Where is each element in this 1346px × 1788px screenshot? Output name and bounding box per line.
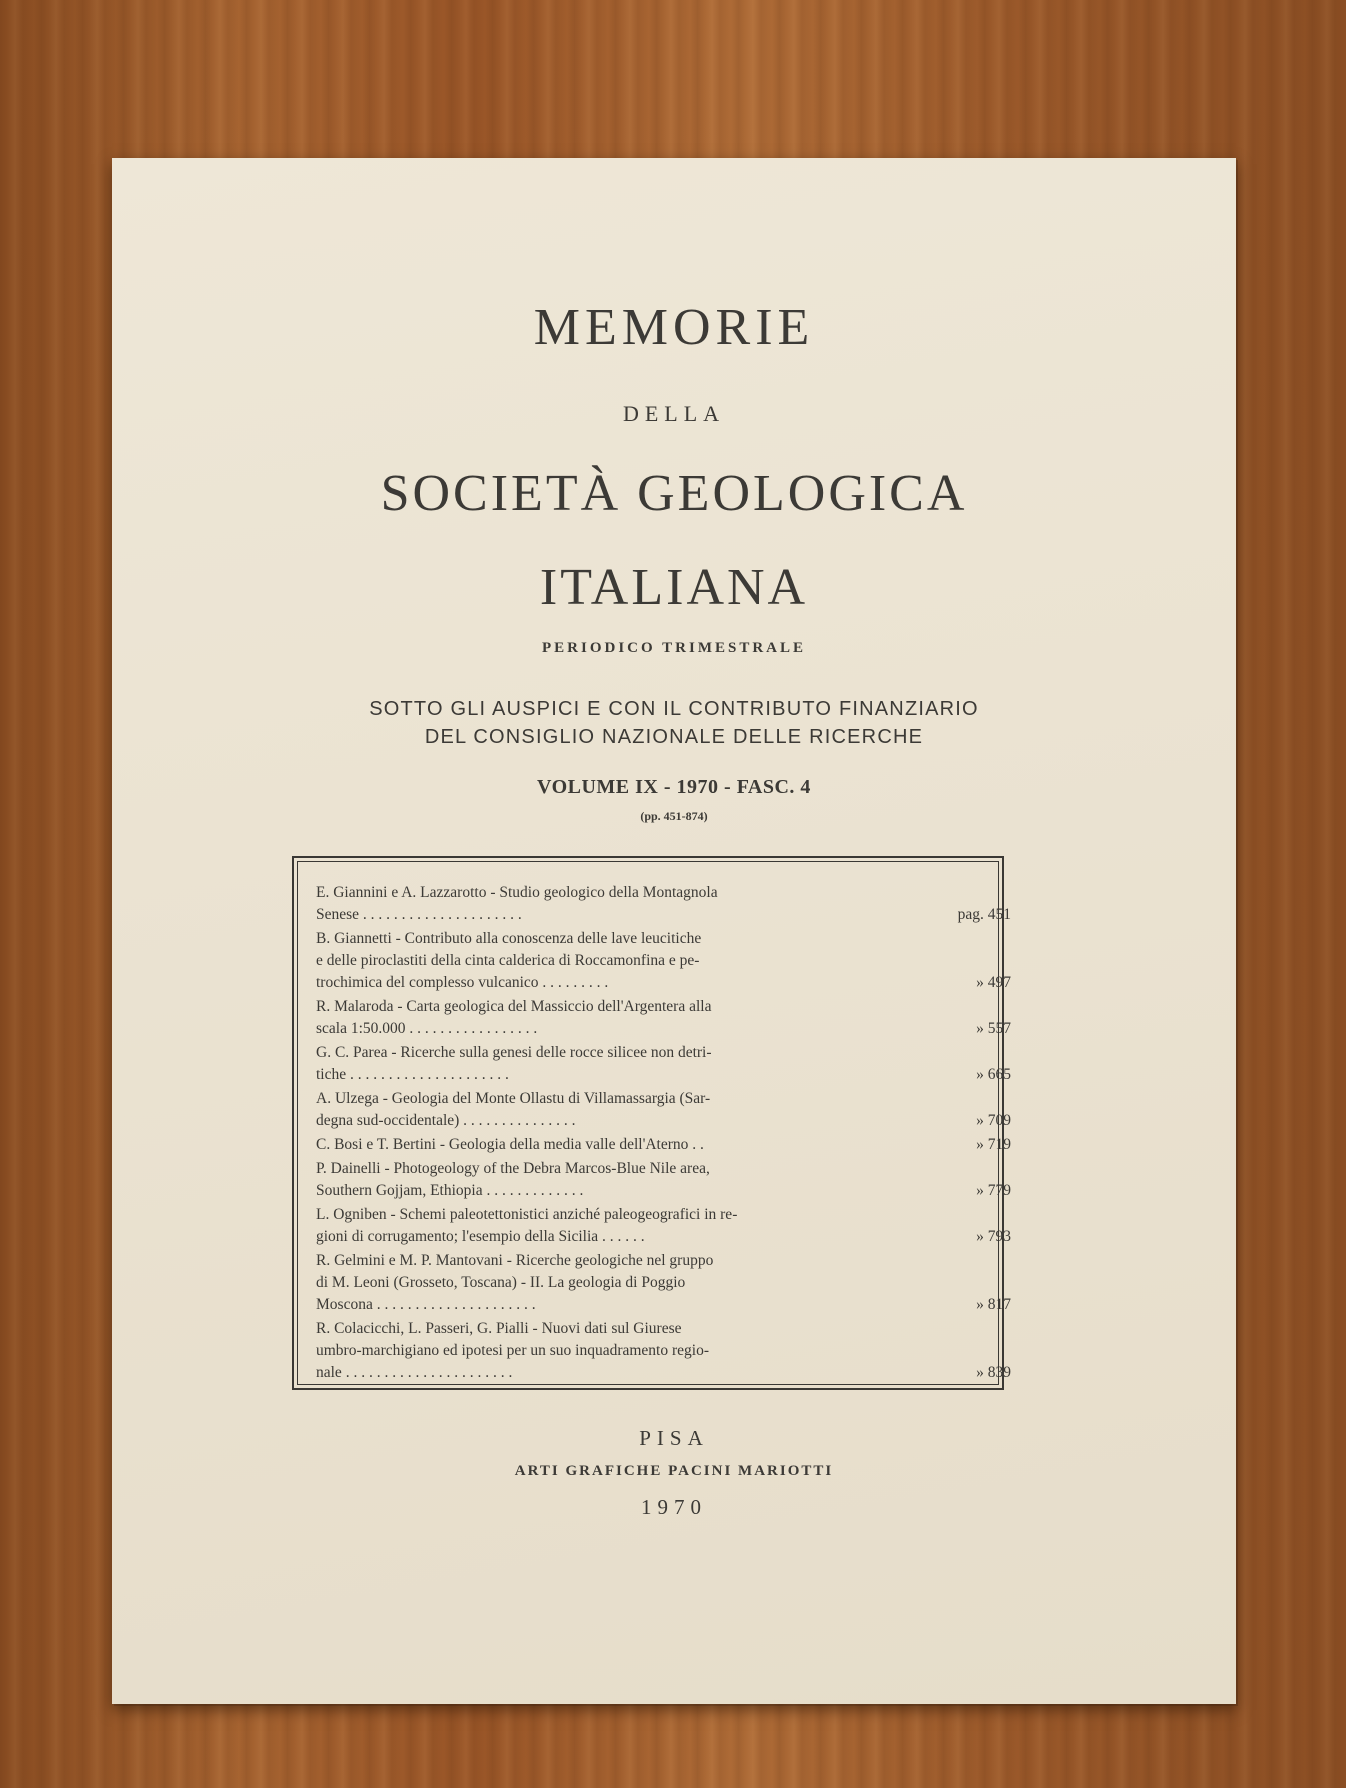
toc-entries: [316, 882, 1011, 1386]
page-range: (pp. 451-874): [640, 809, 708, 823]
toc-entry: [316, 1158, 1011, 1202]
toc-entry-page: » 497: [976, 974, 1011, 991]
toc-entry: [316, 1088, 1011, 1132]
toc-entry-line: R. Gelmini e M. P. Mantovani - Ricerche geologiche nel gruppo: [316, 1252, 714, 1269]
title-memorie: MEMORIE: [533, 299, 815, 356]
toc-entry-line: gioni di corrugamento; l'esempio della Sicilia . . . . . .: [316, 1228, 645, 1245]
toc-entry: [316, 1318, 1011, 1384]
toc-entry-line: Senese . . . . . . . . . . . . . . . . . . . . .: [316, 906, 522, 923]
publisher: ARTI GRAFICHE PACINI MARIOTTI: [514, 1463, 834, 1479]
toc-entry: [316, 928, 1011, 994]
toc-entry-line: G. C. Parea - Ricerche sulla genesi delle rocce silicee non detri-: [316, 1044, 712, 1061]
toc-entry-line: R. Colacicchi, L. Passeri, G. Pialli - Nuovi dati sul Giurese: [316, 1320, 682, 1337]
toc-entry-page: » 817: [976, 1296, 1011, 1313]
toc-entry-line: E. Giannini e A. Lazzarotto - Studio geologico della Montagnola: [316, 884, 718, 901]
toc-entry-line: Moscona . . . . . . . . . . . . . . . . . . . . .: [316, 1296, 536, 1313]
toc-entry-line: scala 1:50.000 . . . . . . . . . . . . . . . . .: [316, 1020, 538, 1037]
toc-entry-line: umbro-marchigiano ed ipotesi per un suo inquadramento regio-: [316, 1342, 709, 1359]
title-della: DELLA: [622, 401, 726, 426]
toc-entry: [316, 1250, 1011, 1316]
publication-city: PISA: [639, 1426, 709, 1450]
toc-entry: [316, 1042, 1011, 1086]
toc-entry-page: » 793: [976, 1228, 1011, 1245]
toc-entry-line: L. Ogniben - Schemi paleotettonistici anziché paleogeografici in re-: [316, 1206, 738, 1223]
toc-entry-line: e delle piroclastiti della cinta calderica di Roccamonfina e pe-: [316, 952, 700, 969]
toc-entry: [316, 1204, 1011, 1248]
toc-entry-line: di M. Leoni (Grosseto, Toscana) - II. La geologia di Poggio: [316, 1274, 686, 1291]
publication-year: 1970: [641, 1495, 707, 1519]
toc-entry-line: R. Malaroda - Carta geologica del Massiccio dell'Argentera alla: [316, 998, 712, 1015]
toc-entry-line: C. Bosi e T. Bertini - Geologia della media valle dell'Aterno . .: [316, 1136, 704, 1153]
volume-info: VOLUME IX - 1970 - FASC. 4: [537, 776, 811, 798]
toc-entry-line: B. Giannetti - Contributo alla conoscenza delle lave leucitiche: [316, 930, 702, 947]
toc-entry-page: » 665: [976, 1066, 1011, 1083]
subtitle-periodico: PERIODICO TRIMESTRALE: [541, 640, 806, 656]
toc-entry-page: » 719: [976, 1136, 1011, 1153]
title-italiana: ITALIANA: [539, 559, 809, 616]
toc-entry-page: pag. 451: [957, 906, 1011, 923]
auspices-line-1: SOTTO GLI AUSPICI E CON IL CONTRIBUTO FINANZIARIO: [369, 698, 979, 720]
toc-entry-line: A. Ulzega - Geologia del Monte Ollastu di Villamassargia (Sar-: [316, 1090, 711, 1107]
toc-entry-page: » 709: [976, 1112, 1011, 1129]
table-of-contents: [292, 856, 1011, 1390]
toc-entry-line: Southern Gojjam, Ethiopia . . . . . . . . . . . . .: [316, 1182, 584, 1199]
toc-entry-line: tiche . . . . . . . . . . . . . . . . . . . . .: [316, 1066, 509, 1083]
toc-entry-line: degna sud-occidentale) . . . . . . . . . . . . . . .: [316, 1112, 576, 1129]
journal-cover: [112, 158, 1236, 1704]
toc-entry-page: » 779: [976, 1182, 1011, 1199]
toc-entry-line: nale . . . . . . . . . . . . . . . . . . . . . .: [316, 1364, 513, 1381]
toc-entry: [316, 996, 1011, 1040]
toc-entry: [316, 882, 1011, 926]
title-societa-geologica: SOCIETÀ GEOLOGICA: [380, 465, 968, 522]
toc-entry-line: P. Dainelli - Photogeology of the Debra Marcos-Blue Nile area,: [316, 1160, 710, 1177]
toc-entry-line: trochimica del complesso vulcanico . . . . . . . . .: [316, 974, 609, 991]
auspices-line-2: DEL CONSIGLIO NAZIONALE DELLE RICERCHE: [424, 726, 924, 748]
toc-entry: [316, 1134, 1011, 1156]
toc-entry-page: » 557: [976, 1020, 1011, 1037]
toc-entry-page: » 839: [976, 1364, 1011, 1381]
